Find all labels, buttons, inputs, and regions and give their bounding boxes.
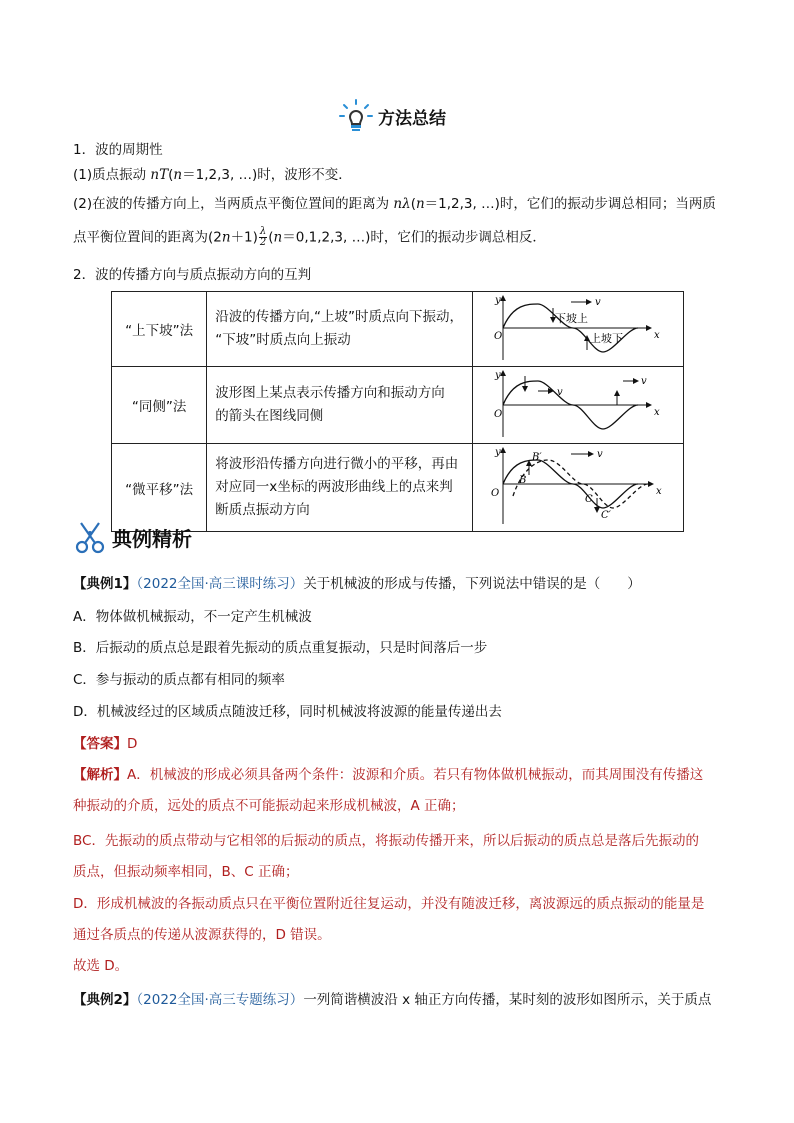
lightbulb-icon — [338, 98, 374, 134]
para-2: (2)在波的传播方向上，当两质点平衡位置间的距离为 nλ(n＝1,2,3, …)时，它们的振动步调总相同；当两质 — [73, 196, 716, 212]
section-title — [338, 98, 446, 134]
table-row — [112, 444, 684, 532]
method-figure — [472, 444, 683, 532]
heading-periodicity: 1．波的周期性 — [73, 142, 163, 158]
svg-text:v: v — [596, 449, 603, 460]
svg-text:O: O — [493, 409, 503, 420]
svg-text:x: x — [655, 486, 662, 497]
svg-text:v: v — [640, 376, 647, 387]
analysis-line: D．形成机械波的各振动质点只在平衡位置附近往复运动，并没有随波迁移，离波源远的质点振动的能量是 — [73, 896, 705, 912]
scissors-icon — [72, 518, 110, 556]
analysis-line: 通过各质点的传递从波源获得的，D 错误。 — [73, 927, 331, 943]
method-desc: 将波形沿传播方向进行微小的平移，再由 对应同一x坐标的两波形曲线上的点来判 断质点振动方向 — [207, 444, 473, 532]
svg-text:C: C — [584, 494, 593, 505]
svg-text:y: y — [494, 295, 501, 306]
analysis-line: 质点，但振动频率相同，B、C 正确； — [73, 864, 299, 880]
table-row — [112, 292, 684, 367]
methods-table — [111, 291, 684, 532]
wave-diagram-same-side — [473, 367, 683, 439]
example-2-question: 【典例2】（2022全国·高三专题练习）一列简谐横波沿 x 轴正方向传播，某时刻的波形如图所示，关于质点 — [73, 992, 712, 1008]
wave-diagram-shift — [473, 444, 683, 527]
method-desc: 波形图上某点表示传播方向和振动方向 的箭头在图线同侧 — [207, 367, 473, 444]
svg-text:x: x — [653, 330, 660, 341]
heading-direction: 2．波的传播方向与质点振动方向的互判 — [73, 267, 312, 283]
svg-text:下坡上: 下坡上 — [554, 312, 588, 325]
svg-text:C′: C′ — [600, 510, 611, 521]
para-1: (1)质点振动 nT(n＝1,2,3, …)时，波形不变． — [73, 167, 352, 183]
svg-text:上坡下: 上坡下 — [589, 332, 623, 345]
table-row — [112, 367, 684, 444]
method-figure — [472, 292, 683, 367]
option-c: C．参与振动的质点都有相同的频率 — [73, 672, 285, 688]
section-title-text: 方法总结 — [378, 108, 446, 129]
svg-text:x: x — [653, 407, 660, 418]
svg-text:B: B — [518, 475, 527, 486]
section-examples — [72, 518, 192, 556]
method-figure — [472, 367, 683, 444]
example-1-question: 【典例1】（2022全国·高三课时练习）关于机械波的形成与传播，下列说法中错误的是（ ） — [73, 576, 641, 592]
svg-text:y: y — [494, 447, 501, 458]
option-a: A．物体做机械振动，不一定产生机械波 — [73, 609, 312, 625]
section-examples-title: 典例精析 — [112, 526, 192, 551]
analysis-line: 【解析】A．机械波的形成必须具备两个条件：波源和介质。若只有物体做机械振动，而其周围没有传播这 — [73, 767, 704, 783]
conclusion: 故选 D。 — [73, 958, 129, 974]
svg-text:v: v — [556, 387, 563, 398]
wave-diagram-slope — [473, 292, 683, 362]
method-name: “同侧”法 — [112, 367, 207, 444]
answer: 【答案】D — [73, 736, 138, 752]
svg-text:O: O — [490, 488, 500, 499]
option-b: B．后振动的质点总是跟着先振动的质点重复振动，只是时间落后一步 — [73, 640, 488, 656]
svg-text:y: y — [494, 370, 501, 381]
svg-text:v: v — [594, 297, 601, 308]
para-3: 点平衡位置间的距离为(2n＋1) $\frac{\lambda}{2}$ (n＝0,1,2,3, …)时，它们的振动步调总相反． — [73, 226, 546, 248]
method-desc: 沿波的传播方向,“上坡”时质点向下振动， “下坡”时质点向上振动 — [207, 292, 473, 367]
analysis-line: 种振动的介质，远处的质点不可能振动起来形成机械波，A 正确； — [73, 798, 465, 814]
svg-text:O: O — [493, 331, 503, 342]
method-name: “上下坡”法 — [112, 292, 207, 367]
option-d: D．机械波经过的区域质点随波迁移，同时机械波将波源的能量传递出去 — [73, 704, 502, 720]
analysis-line: BC．先振动的质点带动与它相邻的后振动的质点，将振动传播开来，所以后振动的质点总是落后先振动的 — [73, 833, 699, 849]
method-name: “微平移”法 — [112, 444, 207, 532]
svg-text:B′: B′ — [531, 452, 542, 463]
